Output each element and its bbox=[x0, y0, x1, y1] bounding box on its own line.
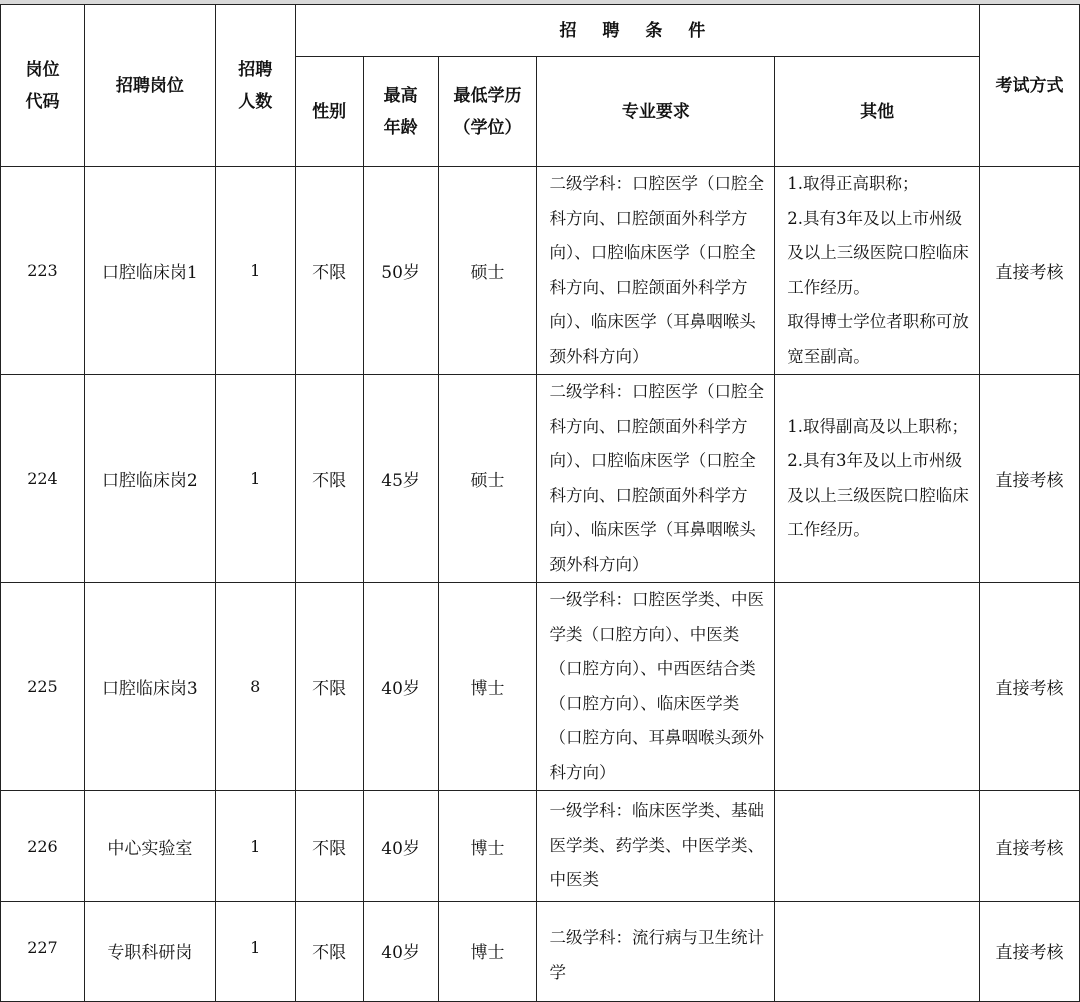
cell-education: 博士 bbox=[438, 791, 537, 902]
cell-exam: 直接考核 bbox=[980, 902, 1080, 1002]
cell-count: 8 bbox=[215, 583, 295, 791]
cell-other: 1.取得副高及以上职称； 2.具有3年及以上市州级及以上三级医院口腔临床工作经历。 bbox=[775, 375, 980, 583]
cell-exam: 直接考核 bbox=[980, 791, 1080, 902]
table-row bbox=[1, 791, 1080, 902]
cell-count: 1 bbox=[215, 902, 295, 1002]
cell-post: 口腔临床岗3 bbox=[84, 583, 215, 791]
header-conditions: 招 聘 条 件 bbox=[295, 5, 979, 57]
cell-other: 1.取得正高职称； 2.具有3年及以上市州级及以上三级医院口腔临床工作经历。 取得博士学位者职称可放宽至副高。 bbox=[775, 167, 980, 375]
cell-post: 口腔临床岗1 bbox=[84, 167, 215, 375]
cell-major: 二级学科：流行病与卫生统计学 bbox=[537, 902, 775, 1002]
cell-code: 225 bbox=[1, 583, 85, 791]
cell-gender: 不限 bbox=[295, 167, 363, 375]
cell-education: 博士 bbox=[438, 583, 537, 791]
cell-major: 二级学科：口腔医学（口腔全科方向、口腔颌面外科学方向）、口腔临床医学（口腔全科方向、口腔颌面外科学方向）、临床医学（耳鼻咽喉头颈外科方向） bbox=[537, 375, 775, 583]
cell-gender: 不限 bbox=[295, 902, 363, 1002]
header-count: 招聘 人数 bbox=[215, 5, 295, 167]
cell-exam: 直接考核 bbox=[980, 375, 1080, 583]
cell-count: 1 bbox=[215, 375, 295, 583]
cell-age: 40岁 bbox=[363, 902, 438, 1002]
cell-other bbox=[775, 583, 980, 791]
cell-gender: 不限 bbox=[295, 791, 363, 902]
cell-exam: 直接考核 bbox=[980, 583, 1080, 791]
cell-post: 专职科研岗 bbox=[84, 902, 215, 1002]
cell-major: 一级学科：口腔医学类、中医学类（口腔方向）、中医类（口腔方向）、中西医结合类（口腔方向）、临床医学类（口腔方向、耳鼻咽喉头颈外科方向） bbox=[537, 583, 775, 791]
cell-age: 45岁 bbox=[363, 375, 438, 583]
cell-code: 227 bbox=[1, 902, 85, 1002]
cell-age: 50岁 bbox=[363, 167, 438, 375]
header-row-1 bbox=[1, 5, 1080, 57]
cell-other bbox=[775, 791, 980, 902]
header-max-age: 最高 年龄 bbox=[363, 57, 438, 167]
cell-count: 1 bbox=[215, 791, 295, 902]
cell-education: 硕士 bbox=[438, 167, 537, 375]
cell-count: 1 bbox=[215, 167, 295, 375]
cell-major: 二级学科：口腔医学（口腔全科方向、口腔颌面外科学方向）、口腔临床医学（口腔全科方向、口腔颌面外科学方向）、临床医学（耳鼻咽喉头颈外科方向） bbox=[537, 167, 775, 375]
cell-education: 博士 bbox=[438, 902, 537, 1002]
table-row bbox=[1, 375, 1080, 583]
header-code: 岗位 代码 bbox=[1, 5, 85, 167]
cell-gender: 不限 bbox=[295, 583, 363, 791]
cell-code: 224 bbox=[1, 375, 85, 583]
cell-age: 40岁 bbox=[363, 791, 438, 902]
table-row bbox=[1, 167, 1080, 375]
header-gender: 性别 bbox=[295, 57, 363, 167]
header-major: 专业要求 bbox=[537, 57, 775, 167]
cell-code: 226 bbox=[1, 791, 85, 902]
header-post: 招聘岗位 bbox=[84, 5, 215, 167]
header-education: 最低学历 （学位） bbox=[438, 57, 537, 167]
cell-post: 口腔临床岗2 bbox=[84, 375, 215, 583]
header-other: 其他 bbox=[775, 57, 980, 167]
cell-post: 中心实验室 bbox=[84, 791, 215, 902]
cell-code: 223 bbox=[1, 167, 85, 375]
cell-age: 40岁 bbox=[363, 583, 438, 791]
cell-education: 硕士 bbox=[438, 375, 537, 583]
recruitment-table bbox=[0, 4, 1080, 1002]
table-row bbox=[1, 583, 1080, 791]
cell-major: 一级学科：临床医学类、基础医学类、药学类、中医学类、中医类 bbox=[537, 791, 775, 902]
cell-gender: 不限 bbox=[295, 375, 363, 583]
header-exam: 考试方式 bbox=[980, 5, 1080, 167]
cell-exam: 直接考核 bbox=[980, 167, 1080, 375]
